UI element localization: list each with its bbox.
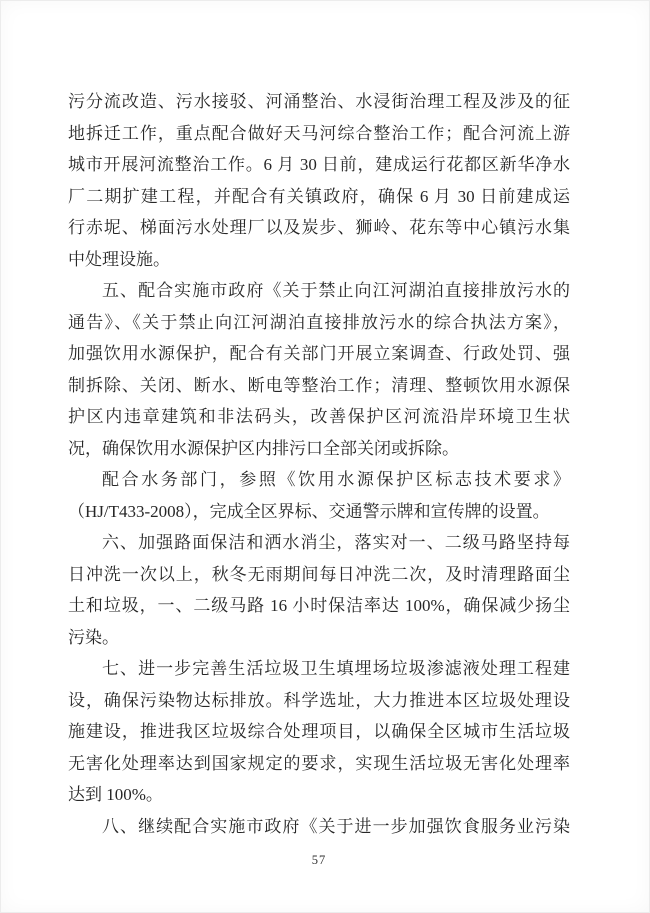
text-line: 日冲洗一次以上，秋冬无雨期间每日冲洗二次，及时清理路面尘 bbox=[68, 564, 570, 584]
text-line: 配合水务部门，参照《饮用水源保护区标志技术要求》 bbox=[102, 470, 570, 489]
text-line: 污分流改造、污水接驳、河涌整治、水浸街治理工程及涉及的征 bbox=[68, 92, 570, 111]
text-line: 制拆除、关闭、断水、断电等整治工作；清理、整顿饮用水源保 bbox=[68, 375, 570, 395]
document-body-text bbox=[68, 86, 570, 842]
text-line: 六、加强路面保洁和洒水消尘，落实对一、二级马路坚持每 bbox=[102, 533, 570, 552]
text-line: 施建设，推进我区垃圾综合处理项目，以确保全区城市生活垃圾 bbox=[68, 722, 570, 741]
text-line: 护区内违章建筑和非法码头，改善保护区河流沿岸环境卫生状 bbox=[68, 407, 570, 426]
text-line: 况，确保饮用水源保护区内排污口全部关闭或拆除。 bbox=[68, 438, 459, 458]
text-line: 八、继续配合实施市政府《关于进一步加强饮食服务业污染 bbox=[102, 816, 570, 836]
text-line: 通告》、《关于禁止向江河湖泊直接排放污水的综合执法方案》， bbox=[68, 312, 570, 332]
text-line: 七、进一步完善生活垃圾卫生填埋场垃圾渗滤液处理工程建 bbox=[102, 659, 570, 678]
text-line: 中处理设施。 bbox=[68, 249, 170, 269]
text-line: 厂二期扩建工程，并配合有关镇政府，确保 6 月 30 日前建成运 bbox=[68, 186, 570, 206]
text-line: 无害化处理率达到国家规定的要求，实现生活垃圾无害化处理率 bbox=[68, 753, 570, 773]
text-line: 地拆迁工作，重点配合做好天马河综合整治工作；配合河流上游 bbox=[68, 123, 570, 143]
text-line: 城市开展河流整治工作。6 月 30 日前，建成运行花都区新华净水 bbox=[68, 155, 570, 174]
text-line: 五、配合实施市政府《关于禁止向江河湖泊直接排放污水的 bbox=[102, 281, 570, 300]
text-line: 行赤坭、梯面污水处理厂以及炭步、狮岭、花东等中心镇污水集 bbox=[68, 218, 570, 237]
text-line: （HJ/T433-2008），完成全区界标、交通警示牌和宣传牌的设置。 bbox=[68, 501, 550, 521]
text-line: 加强饮用水源保护，配合有关部门开展立案调查、行政处罚、强 bbox=[68, 344, 570, 363]
text-line: 达到 100%。 bbox=[68, 785, 163, 804]
page-number: 57 bbox=[311, 853, 327, 867]
text-line: 土和垃圾，一、二级马路 16 小时保洁率达 100%，确保减少扬尘 bbox=[68, 596, 570, 615]
text-line: 设，确保污染物达标排放。科学选址，大力推进本区垃圾处理设 bbox=[68, 690, 570, 710]
text-line: 污染。 bbox=[68, 627, 119, 647]
